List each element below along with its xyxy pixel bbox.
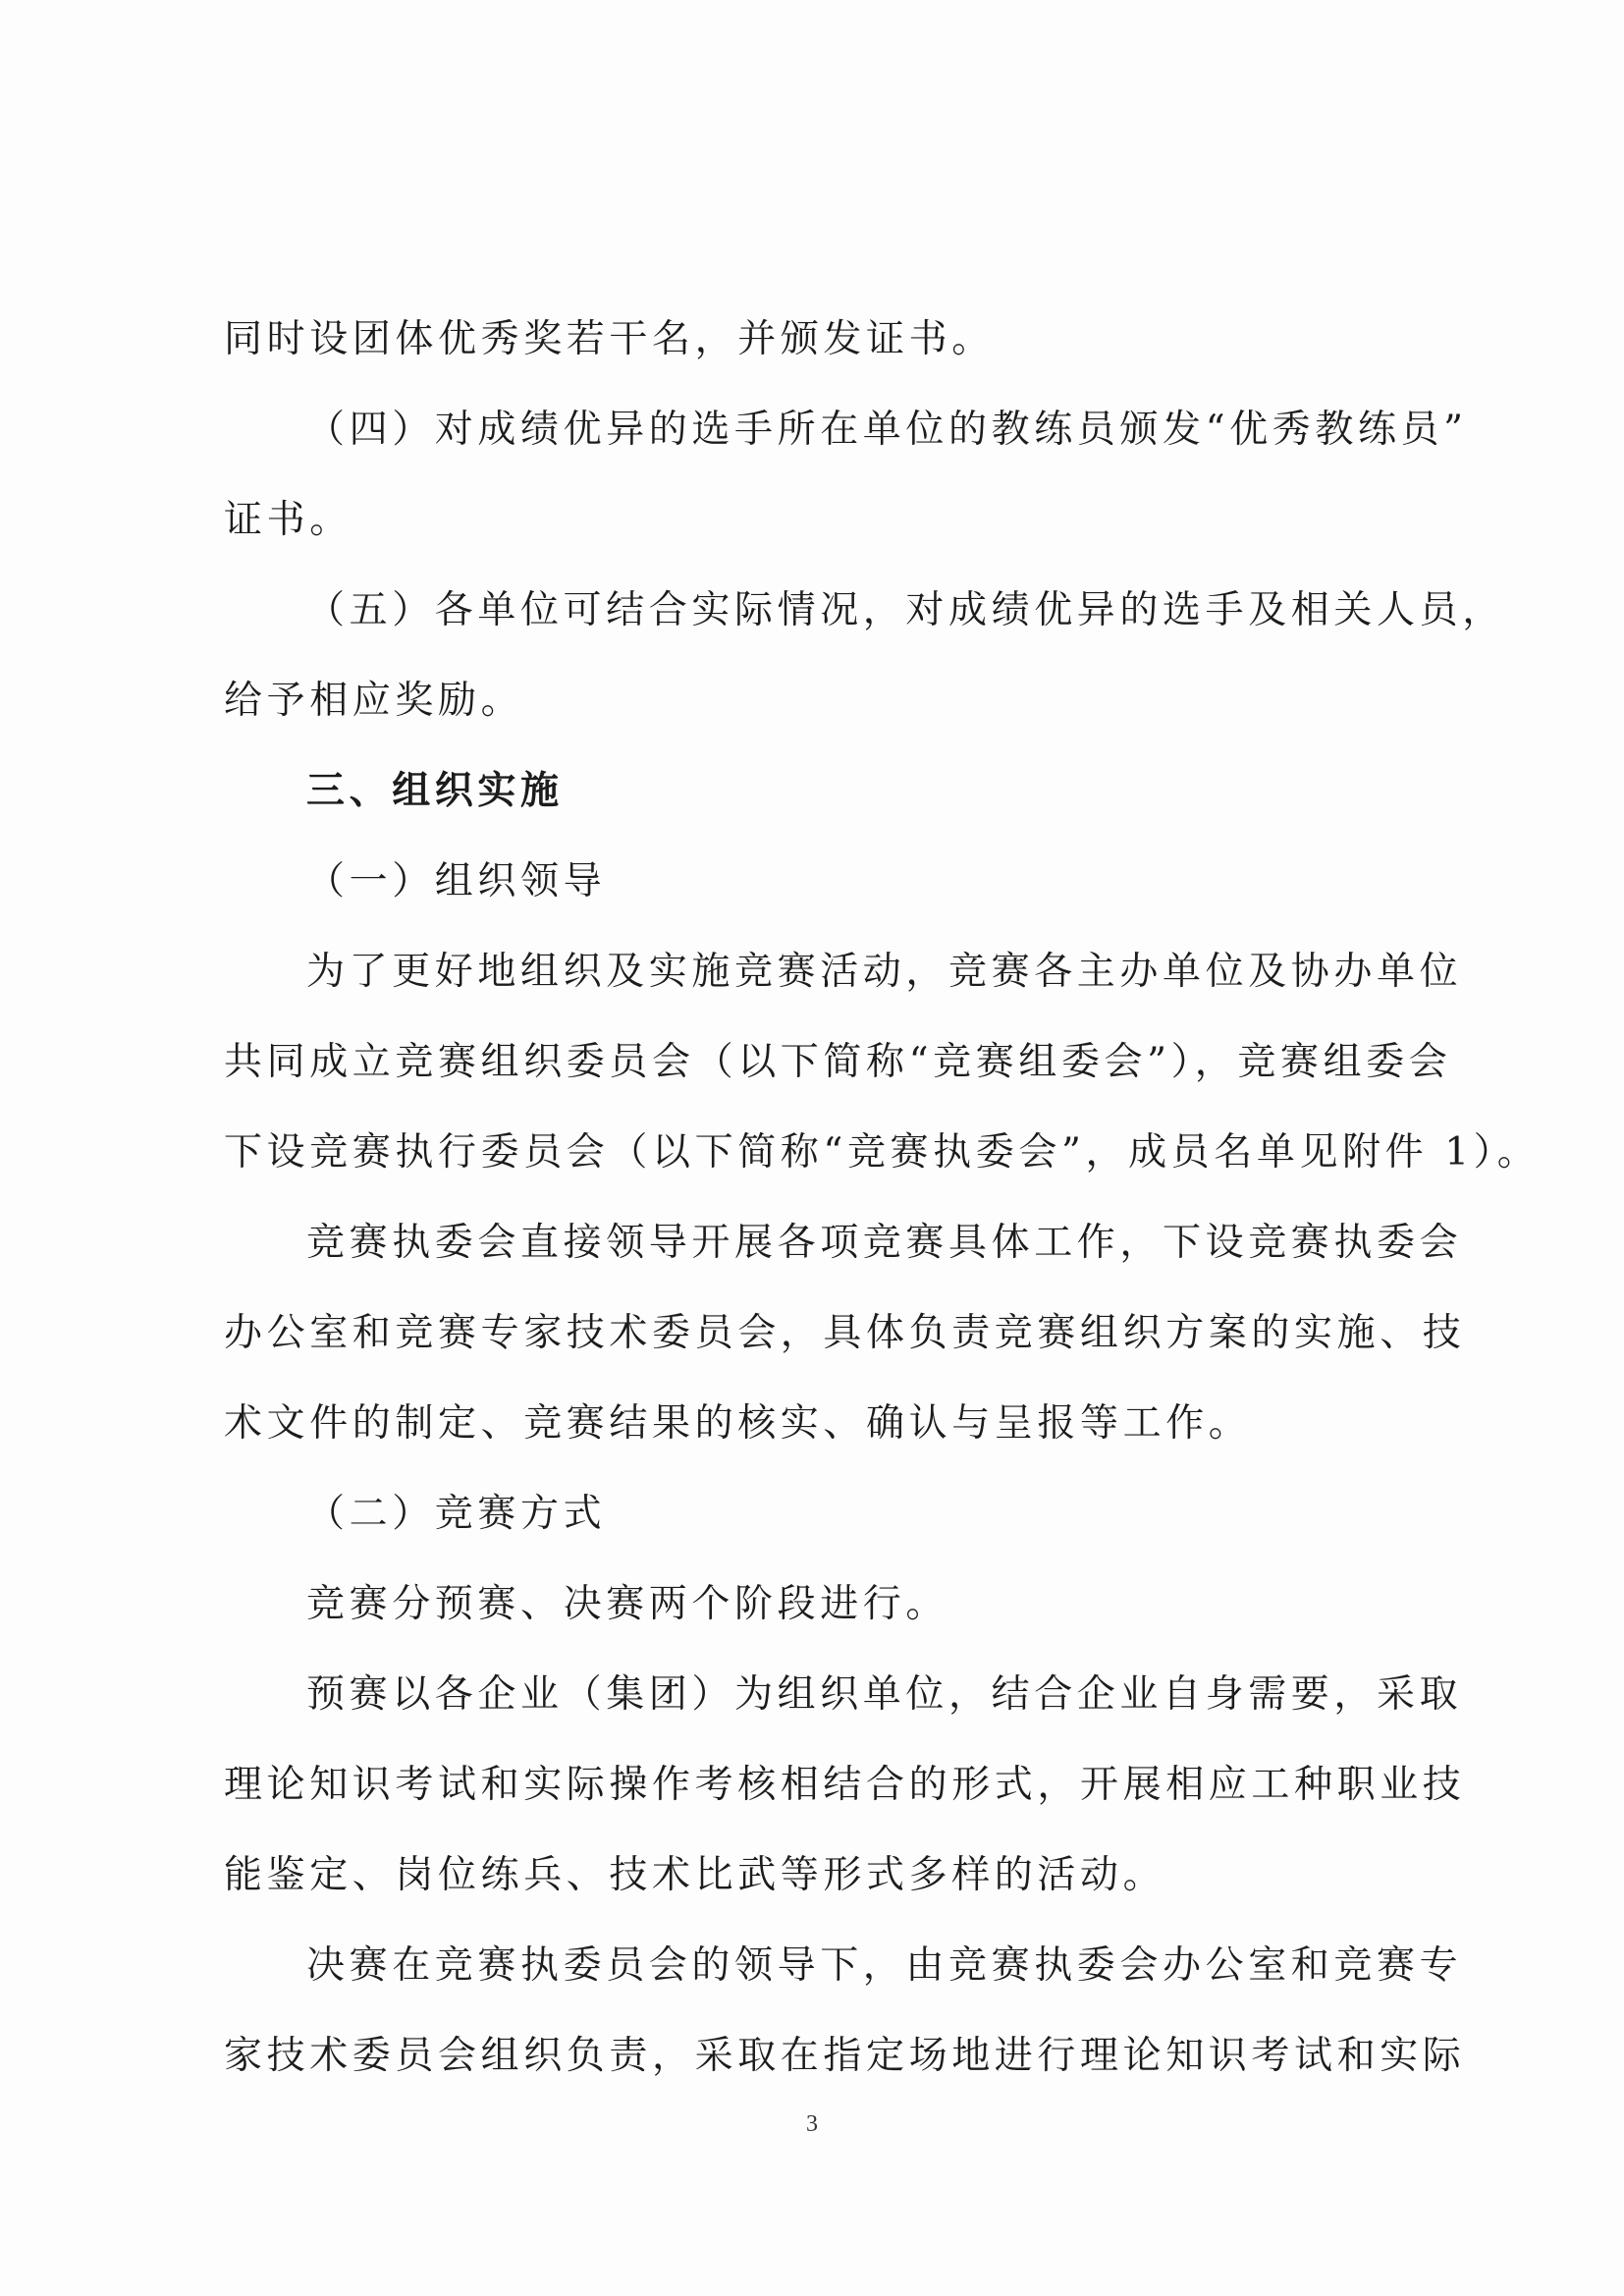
paragraph-line: 给予相应奖励。	[224, 679, 524, 723]
paragraph-line: 能鉴定、岗位练兵、技术比武等形式多样的活动。	[224, 1853, 1166, 1897]
section-heading: 三、组织实施	[306, 769, 564, 813]
paragraph-line: 证书。	[224, 498, 352, 542]
paragraph-line: （五）各单位可结合实际情况，对成绩优异的选手及相关人员，	[306, 588, 1505, 632]
paragraph-line: 决赛在竞赛执委员会的领导下，由竞赛执委会办公室和竞赛专	[306, 1943, 1463, 1988]
paragraph-line: 预赛以各企业（集团）为组织单位，结合企业自身需要，采取	[306, 1672, 1463, 1717]
paragraph-line: 同时设团体优秀奖若干名，并颁发证书。	[224, 317, 995, 361]
paragraph-line: 家技术委员会组织负责，采取在指定场地进行理论知识考试和实际	[224, 2034, 1466, 2078]
paragraph-line: 下设竞赛执行委员会（以下简称“竞赛执委会”，成员名单见附件 1）。	[224, 1130, 1541, 1175]
paragraph-line: 竞赛执委会直接领导开展各项竞赛具体工作，下设竞赛执委会	[306, 1221, 1463, 1265]
page-number: 3	[806, 2111, 818, 2137]
document-body	[224, 295, 1541, 2102]
paragraph-line: 术文件的制定、竞赛结果的核实、确认与呈报等工作。	[224, 1401, 1252, 1446]
subsection-heading: （二）竞赛方式	[306, 1492, 607, 1536]
paragraph-line: 办公室和竞赛专家技术委员会，具体负责竞赛组织方案的实施、技	[224, 1311, 1466, 1355]
paragraph-line: 为了更好地组织及实施竞赛活动，竞赛各主办单位及协办单位	[306, 950, 1463, 994]
paragraph-line: 竞赛分预赛、决赛两个阶段进行。	[306, 1582, 949, 1626]
paragraph-line: 共同成立竞赛组织委员会（以下简称“竞赛组委会”），竞赛组委会	[224, 1040, 1452, 1084]
paragraph-line: 理论知识考试和实际操作考核相结合的形式，开展相应工种职业技	[224, 1763, 1466, 1807]
subsection-heading: （一）组织领导	[306, 859, 607, 903]
paragraph-line: （四）对成绩优异的选手所在单位的教练员颁发“优秀教练员”	[306, 408, 1468, 452]
